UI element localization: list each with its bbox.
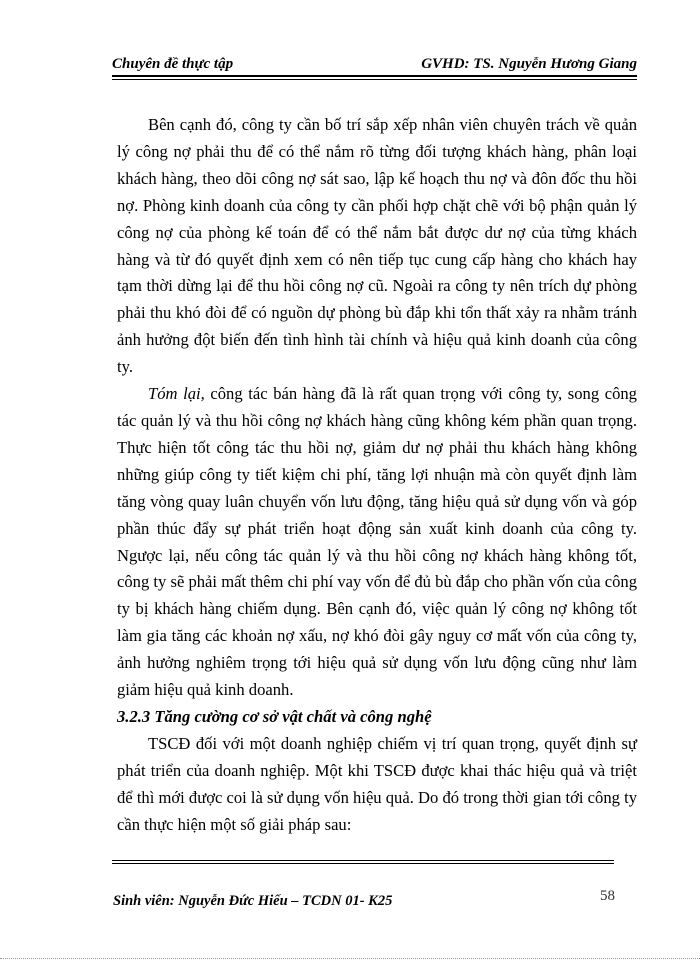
header-rule bbox=[112, 75, 637, 77]
footer-rule-thin bbox=[112, 863, 614, 864]
footer-student: Sinh viên: Nguyễn Đức Hiếu – TCDN 01- K25 bbox=[113, 893, 393, 909]
page-number: 58 bbox=[600, 888, 615, 904]
footer-rule bbox=[112, 860, 614, 861]
paragraph-fixed-assets: TSCĐ đối với một doanh nghiệp chiếm vị trí quan trọng, quyết định sự phát triển của doanh nghiệp. Một khi TSCĐ được khai thác hiệu quả và triệt để thì mới được coi là sử dụng vốn hiệu quả. Do đó trong thời gian tới công ty cần thực hiện một số giải pháp sau: bbox=[117, 733, 637, 834]
summary-lead: Tóm lại, bbox=[148, 384, 205, 404]
paragraph-summary bbox=[117, 381, 637, 704]
summary-text: công tác bán hàng đã là rất quan trọng với công ty, song công tác quản lý và thu hồi công nợ khách hàng cũng không kém phần quan trọng. Thực hiện tốt công tác thu hồi nợ, giảm dư nợ phải thu khách hàng không những giúp công ty tiết kiệm chi phí, tăng lợi nhuận mà còn quyết định làm tăng vòng quay luân chuyển vốn lưu động, tăng hiệu quả sử dụng vốn và góp phần thúc đẩy sự phát triển hoạt động sản xuất kinh doanh của công ty. Ngược lại, nếu công tác quản lý và thu hồi công nợ khách hàng không tốt, công ty sẽ phải mất thêm chi phí vay vốn để đủ bù đắp cho phần vốn của công ty bị khách hàng chiếm dụng. Bên cạnh đó, việc quản lý công nợ không tốt làm gia tăng các khoản nợ xấu, nợ khó đòi gây nguy cơ mất vốn của công ty, ảnh hưởng nghiêm trọng tới hiệu quả sử dụng vốn lưu động cũng như làm giảm hiệu quả kinh doanh. bbox=[117, 384, 637, 700]
header-left-title: Chuyên đề thực tập bbox=[112, 56, 234, 72]
page-body bbox=[117, 112, 637, 838]
section-heading: 3.2.3 Tăng cường cơ sở vật chất và công nghệ bbox=[117, 706, 432, 726]
page-header bbox=[112, 56, 637, 73]
page-bottom-border bbox=[0, 958, 700, 959]
header-right-advisor: GVHD: TS. Nguyễn Hương Giang bbox=[421, 56, 637, 72]
header-rule-thin bbox=[112, 79, 637, 80]
paragraph-debt-management: Bên cạnh đó, công ty cần bố trí sắp xếp nhân viên chuyên trách về quản lý công nợ phải thu để có thể nắm rõ từng đối tượng khách hàng, phân loại khách hàng, theo dõi công nợ sát sao, lập kế hoạch thu nợ và đôn đốc thu hồi nợ. Phòng kinh doanh của công ty cần phối hợp chặt chẽ với bộ phận quản lý công nợ của phòng kế toán để có thể nắm bắt được dư nợ của từng khách hàng và từ đó quyết định xem có nên tiếp tục cung cấp hàng cho khách hay tạm thời dừng lại để thu hồi công nợ cũ. Ngoài ra công ty nên trích dự phòng phải thu khó đòi để có nguồn dự phòng bù đắp khi tổn thất xảy ra nhằm tránh ảnh hưởng đột biến đến tình hình tài chính và hiệu quả kinh doanh của công ty. bbox=[117, 115, 637, 377]
